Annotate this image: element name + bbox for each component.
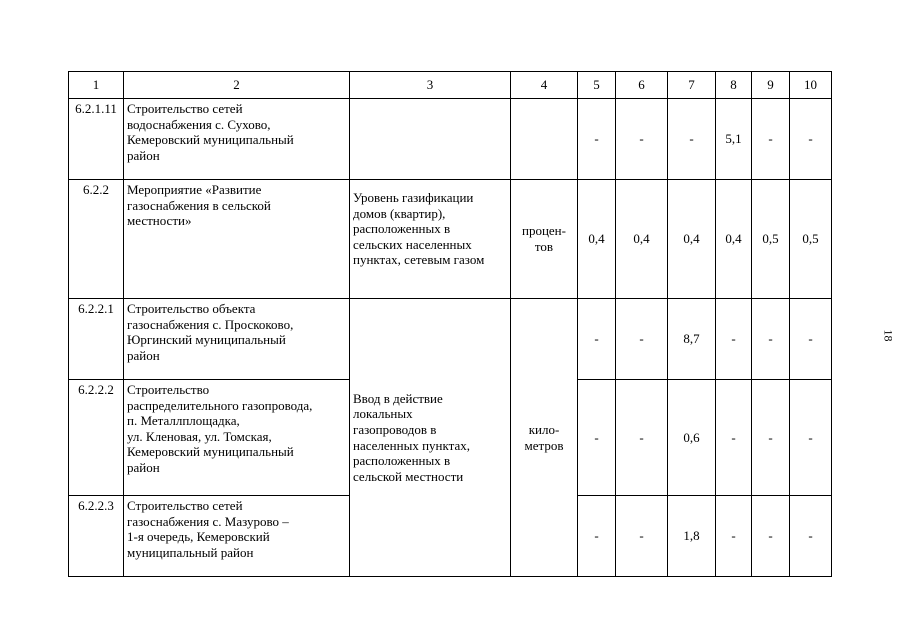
value-cell: 0,4 bbox=[578, 180, 616, 299]
header-cell: 8 bbox=[716, 72, 752, 99]
value-cell: - bbox=[752, 380, 790, 496]
header-cell: 7 bbox=[668, 72, 716, 99]
value-cell: - bbox=[752, 299, 790, 380]
row-code: 6.2.2.3 bbox=[69, 496, 124, 577]
value-cell: - bbox=[616, 99, 668, 180]
header-cell: 3 bbox=[350, 72, 511, 99]
row-name: Строительство сетей водоснабжения с. Сухово, Кемеровский муниципальный район bbox=[124, 99, 350, 180]
value-cell: - bbox=[790, 380, 832, 496]
value-cell: - bbox=[790, 299, 832, 380]
row-name: Строительство сетей газоснабжения с. Мазурово – 1-я очередь, Кемеровский муниципальный район bbox=[124, 496, 350, 577]
row-name: Строительство распределительного газопровода, п. Металлплощадка, ул. Кленовая, ул. Томская, Кемеровский муниципальный район bbox=[124, 380, 350, 496]
header-cell: 9 bbox=[752, 72, 790, 99]
header-cell: 10 bbox=[790, 72, 832, 99]
row-code: 6.2.2 bbox=[69, 180, 124, 299]
value-cell: - bbox=[716, 380, 752, 496]
row-indicator: Уровень газификации домов (квартир), расположенных в сельских населенных пунктах, сетевым газом bbox=[350, 180, 511, 299]
header-cell: 4 bbox=[511, 72, 578, 99]
value-cell: 0,4 bbox=[616, 180, 668, 299]
value-cell: - bbox=[578, 380, 616, 496]
value-cell: 0,4 bbox=[668, 180, 716, 299]
header-cell: 2 bbox=[124, 72, 350, 99]
row-code: 6.2.2.1 bbox=[69, 299, 124, 380]
value-cell: - bbox=[578, 496, 616, 577]
row-indicator-empty bbox=[350, 99, 511, 180]
value-cell: - bbox=[716, 299, 752, 380]
table-row bbox=[69, 99, 832, 180]
row-name: Строительство объекта газоснабжения с. Проскоково, Юргинский муниципальный район bbox=[124, 299, 350, 380]
row-code: 6.2.2.2 bbox=[69, 380, 124, 496]
value-cell: - bbox=[752, 496, 790, 577]
value-cell: 0,5 bbox=[752, 180, 790, 299]
value-cell: - bbox=[578, 99, 616, 180]
value-cell: - bbox=[790, 99, 832, 180]
merged-indicator: Ввод в действие локальных газопроводов в населенных пунктах, расположенных в сельской местности bbox=[350, 299, 511, 577]
header-cell: 5 bbox=[578, 72, 616, 99]
header-cell: 6 bbox=[616, 72, 668, 99]
row-name: Мероприятие «Развитие газоснабжения в сельской местности» bbox=[124, 180, 350, 299]
merged-unit: кило- метров bbox=[511, 299, 578, 577]
header-cell: 1 bbox=[69, 72, 124, 99]
value-cell: 1,8 bbox=[668, 496, 716, 577]
page-number: 18 bbox=[881, 329, 896, 342]
value-cell: - bbox=[716, 496, 752, 577]
value-cell: - bbox=[616, 496, 668, 577]
value-cell: - bbox=[668, 99, 716, 180]
table-row bbox=[69, 299, 832, 380]
value-cell: 8,7 bbox=[668, 299, 716, 380]
data-table bbox=[68, 71, 832, 577]
value-cell: - bbox=[752, 99, 790, 180]
value-cell: 5,1 bbox=[716, 99, 752, 180]
value-cell: 0,5 bbox=[790, 180, 832, 299]
value-cell: 0,6 bbox=[668, 380, 716, 496]
value-cell: - bbox=[578, 299, 616, 380]
row-unit-empty bbox=[511, 99, 578, 180]
row-code: 6.2.1.11 bbox=[69, 99, 124, 180]
value-cell: 0,4 bbox=[716, 180, 752, 299]
header-row bbox=[69, 72, 832, 99]
value-cell: - bbox=[616, 380, 668, 496]
value-cell: - bbox=[790, 496, 832, 577]
table-row bbox=[69, 180, 832, 299]
row-unit: процен- тов bbox=[511, 180, 578, 299]
value-cell: - bbox=[616, 299, 668, 380]
